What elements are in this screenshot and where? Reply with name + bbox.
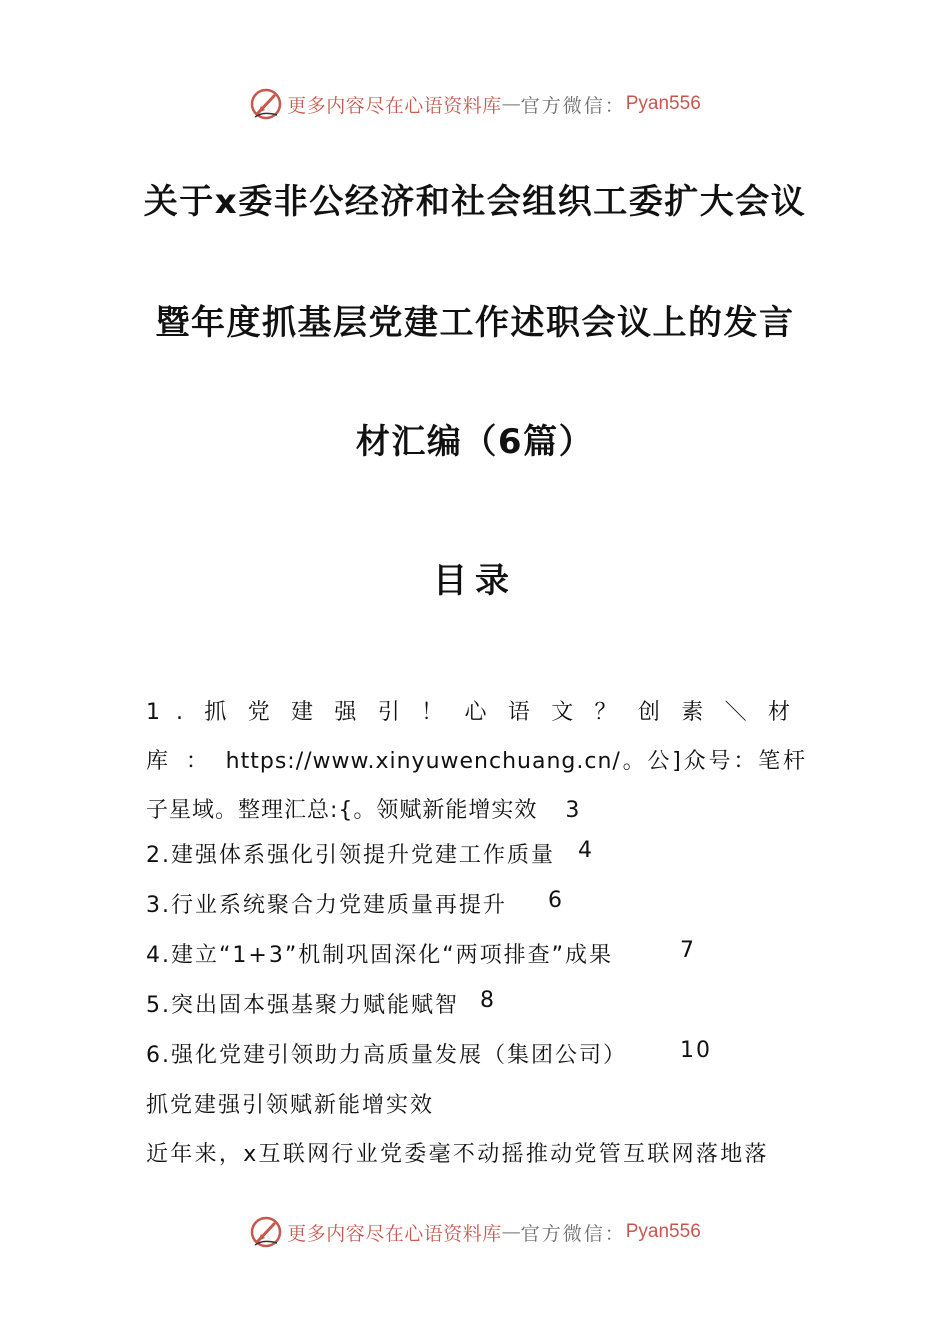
toc-entry-1-part-a: 1.抓党建强引！心语文？创素＼材库：: [146, 700, 806, 774]
watermark-site: 更多内容尽在心语资料库: [287, 94, 502, 117]
toc-entry-4[interactable]: [146, 938, 696, 974]
toc-entry-text: 2.建强体系强化引领提升党建工作质量: [146, 843, 555, 868]
toc-entry-page: 6: [548, 888, 564, 913]
watermark-label: 官方微信：: [520, 94, 626, 117]
watermark-wechat-id: Pyan556: [625, 1221, 701, 1242]
toc-entry-1-page: 3: [565, 798, 580, 823]
toc-entry-page: 10: [680, 1038, 712, 1063]
footer-watermark: [0, 1212, 950, 1252]
document-title-line-1: 关于x委非公经济和社会组织工委扩大会议: [143, 182, 807, 222]
document-title-line-2: 暨年度抓基层党建工作述职会议上的发言: [155, 303, 795, 343]
toc-heading: 目录: [433, 561, 517, 601]
toc-entry-text: 3.行业系统聚合力党建质量再提升: [146, 893, 507, 918]
section-heading: 抓党建强引领赋新能增实效: [146, 1093, 435, 1118]
toc-entry-text: 4.建立“1+3”机制巩固深化“两项排查”成果: [146, 943, 614, 968]
header-watermark: [0, 84, 950, 124]
document-title-line-3: 材汇编（6篇）: [355, 422, 595, 462]
watermark-label: 官方微信：: [520, 1222, 626, 1245]
toc-entry-1-part-b: https://www.xinyuwenchuang.cn/。公]众号：笔杆子星域。整理汇总:{。领赋新能增实效: [146, 749, 806, 823]
toc-entry-text: 5.突出固本强基聚力赋能赋智: [146, 993, 459, 1018]
pen-logo-icon: [249, 87, 283, 121]
toc-entry-1[interactable]: [146, 688, 806, 835]
watermark-site: 更多内容尽在心语资料库: [287, 1222, 502, 1245]
toc-entry-page: 7: [680, 938, 696, 963]
toc-entry-text: 6.强化党建引领助力高质量发展（集团公司）: [146, 1043, 627, 1068]
toc-entry-page: 8: [480, 988, 496, 1013]
toc-entry-page: 4: [578, 838, 594, 863]
toc-entry-2[interactable]: [146, 838, 594, 874]
toc-entry-3[interactable]: [146, 888, 564, 924]
watermark-wechat-id: Pyan556: [625, 93, 701, 114]
pen-logo-icon: [249, 1215, 283, 1249]
watermark-dash: —: [501, 1221, 521, 1243]
toc-entry-6[interactable]: [146, 1038, 712, 1074]
watermark-dash: —: [501, 93, 521, 115]
toc-entry-5[interactable]: [146, 988, 496, 1024]
section-first-line: 近年来，x互联网行业党委毫不动摇推动党管互联网落地落: [146, 1142, 769, 1167]
